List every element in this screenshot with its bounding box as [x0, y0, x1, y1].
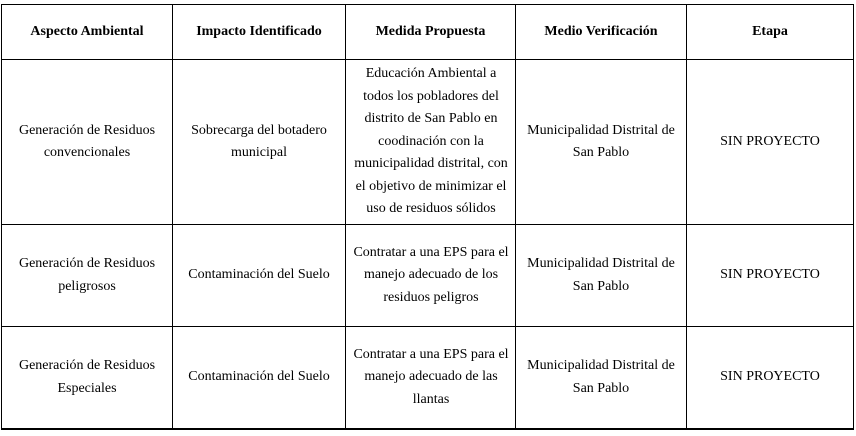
environmental-measures-table	[1, 4, 854, 430]
cell-medida-text: Contratar a una EPS para el manejo adecuado de los residuos peligros	[353, 244, 509, 305]
cell-medida-text: Contratar a una EPS para el manejo adecuado de las llantas	[353, 346, 509, 407]
cell-aspecto-text: Generación de Residuos peligrosos	[18, 256, 156, 294]
cell-etapa-text: SIN PROYECTO	[720, 133, 820, 149]
cell-verificacion	[516, 60, 687, 225]
cell-etapa	[687, 225, 854, 327]
header-impacto-identificado: Impacto Identificado	[173, 5, 346, 60]
table-row	[2, 225, 854, 327]
cell-medida-text: Educación Ambiental a todos los pobladores del distrito de San Pablo en coodinación con la municipalidad distrital, con el objetivo de minimizar el uso de residuos sólidos	[354, 66, 508, 217]
cell-verificacion	[516, 225, 687, 327]
cell-medida	[346, 60, 516, 225]
cell-impacto	[173, 327, 346, 430]
table-row	[2, 327, 854, 430]
header-medida-propuesta: Medida Propuesta	[346, 5, 516, 60]
table-header-row	[2, 5, 854, 60]
cell-aspecto	[2, 60, 173, 225]
cell-verificacion-text: Municipalidad Distrital de San Pablo	[527, 122, 675, 160]
cell-aspecto-text: Generación de Residuos Especiales	[18, 358, 156, 396]
cell-etapa	[687, 60, 854, 225]
header-aspecto-ambiental: Aspecto Ambiental	[2, 5, 173, 60]
cell-etapa	[687, 327, 854, 430]
cell-impacto-text: Contaminación del Suelo	[188, 267, 330, 283]
cell-etapa-text: SIN PROYECTO	[720, 369, 820, 385]
cell-etapa-text: SIN PROYECTO	[720, 267, 820, 283]
cell-verificacion	[516, 327, 687, 430]
cell-verificacion-text: Municipalidad Distrital de San Pablo	[527, 256, 675, 294]
cell-verificacion-text: Municipalidad Distrital de San Pablo	[527, 358, 675, 396]
cell-medida	[346, 327, 516, 430]
cell-impacto	[173, 225, 346, 327]
cell-aspecto	[2, 327, 173, 430]
header-etapa: Etapa	[687, 5, 854, 60]
cell-impacto-text: Sobrecarga del botadero municipal	[191, 122, 327, 160]
cell-medida	[346, 225, 516, 327]
cell-impacto-text: Contaminación del Suelo	[188, 369, 330, 385]
table-row	[2, 60, 854, 225]
cell-aspecto-text: Generación de Residuos convencionales	[18, 122, 156, 160]
header-medio-verificacion: Medio Verificación	[516, 5, 687, 60]
cell-aspecto	[2, 225, 173, 327]
cell-impacto	[173, 60, 346, 225]
